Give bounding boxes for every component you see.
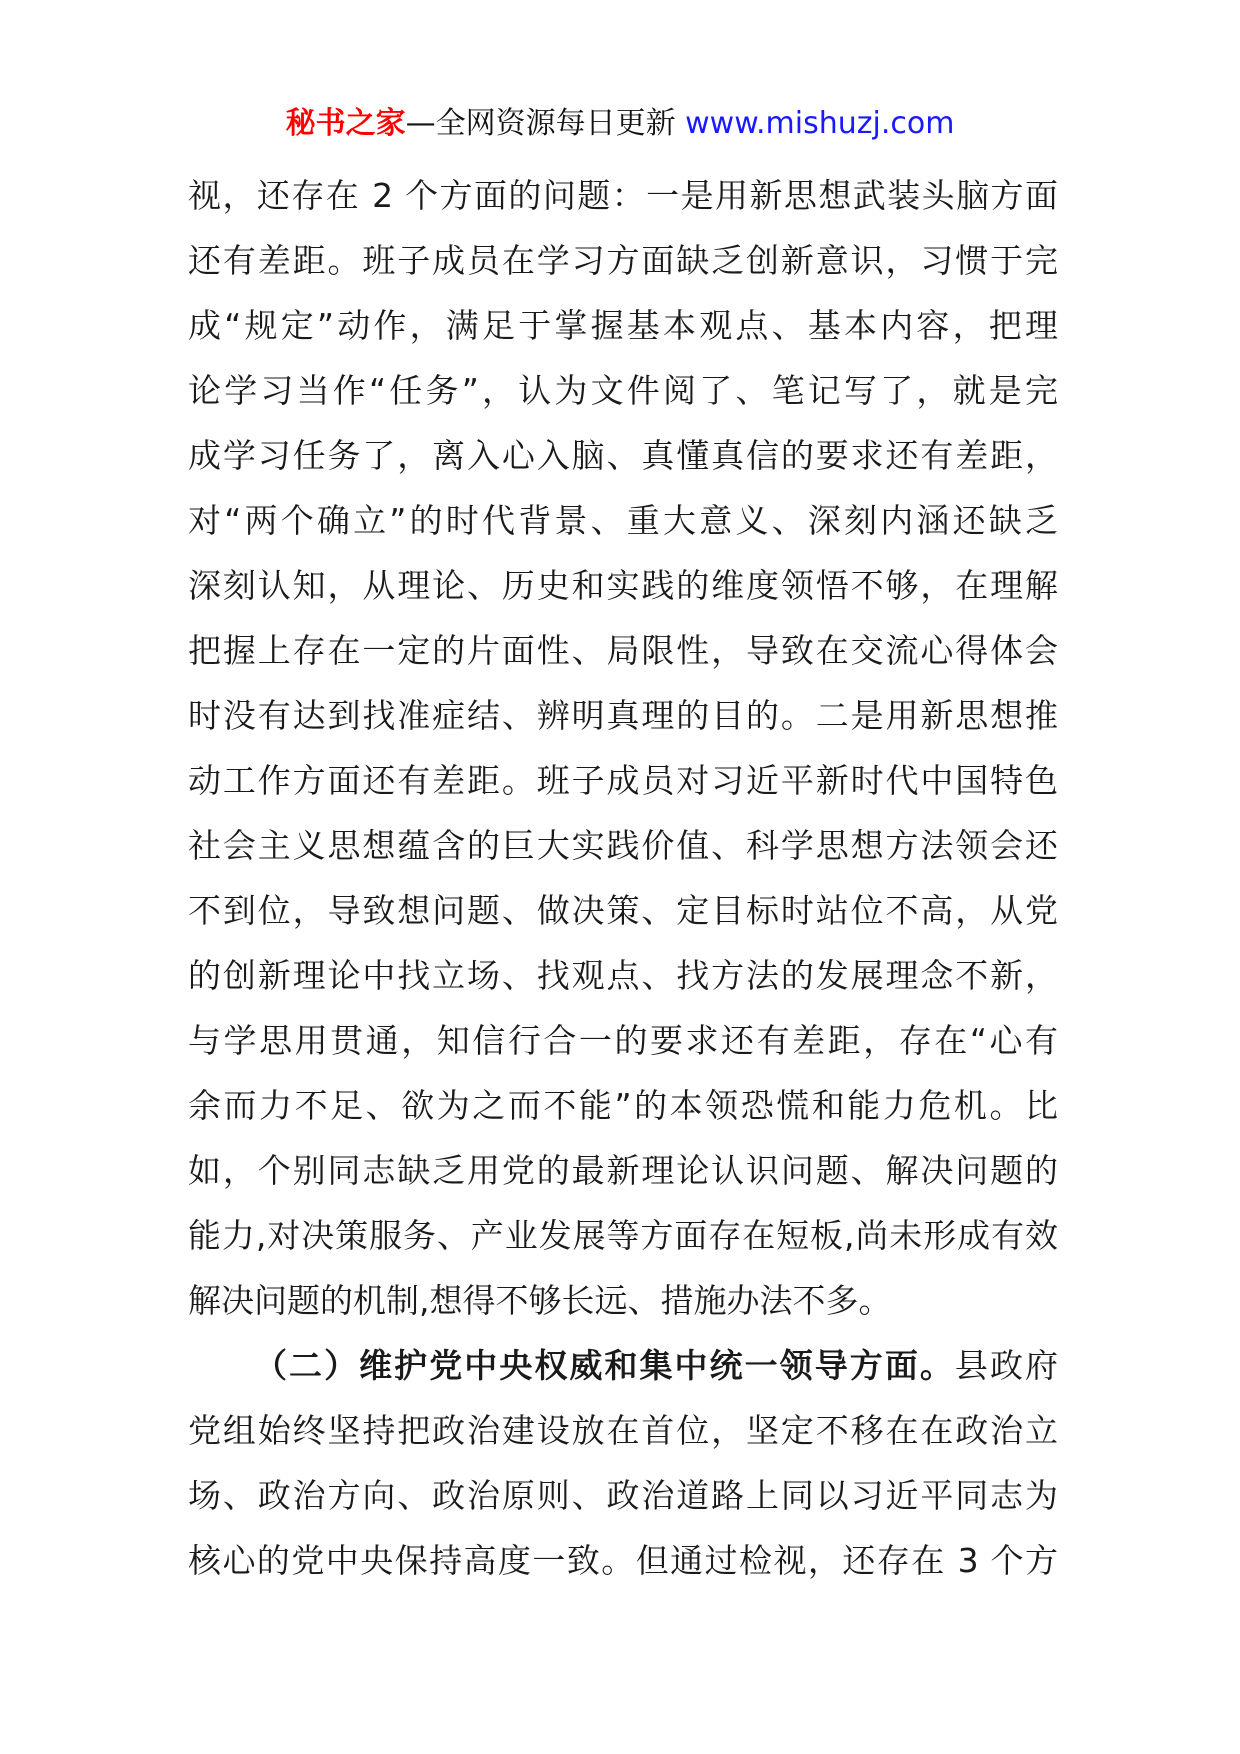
page-header [0, 102, 1240, 146]
text-line: 深刻认知，从理论、历史和实践的维度领悟不够，在理解 [188, 566, 1058, 605]
text-line: 把握上存在一定的片面性、局限性，导致在交流心得体会 [188, 631, 1058, 670]
text-line: 社会主义思想蕴含的巨大实践价值、科学思想方法领会还 [188, 826, 1058, 865]
text-line: 能力,对决策服务、产业发展等方面存在短板,尚未形成有效 [188, 1216, 1058, 1255]
header-url-link[interactable]: www.mishuzj.com [685, 106, 955, 141]
text-line: 党组始终坚持把政治建设放在首位，坚定不移在在政治立 [188, 1411, 1058, 1450]
text-line: 不到位，导致想问题、做决策、定目标时站位不高，从党 [188, 891, 1058, 930]
header-brand: 秘书之家 [285, 106, 406, 141]
header-tagline: —全网资源每日更新 [405, 106, 686, 141]
text-line: 的创新理论中找立场、找观点、找方法的发展理念不新， [188, 956, 1058, 995]
text-line: 还有差距。班子成员在学习方面缺乏创新意识，习惯于完 [188, 241, 1058, 280]
text-line: 论学习当作“任务”，认为文件阅了、笔记写了，就是完 [188, 371, 1058, 410]
section-heading-line [188, 1333, 1058, 1398]
document-body [188, 163, 1058, 1593]
text-line: 成学习任务了，离入心入脑、真懂真信的要求还有差距， [188, 436, 1058, 475]
text-line: 解决问题的机制,想得不够长远、措施办法不多。 [188, 1281, 892, 1320]
text-line: 成“规定”动作，满足于掌握基本观点、基本内容，把理 [188, 306, 1058, 345]
text-line: 如，个别同志缺乏用党的最新理论认识问题、解决问题的 [188, 1151, 1058, 1190]
text-line: 时没有达到找准症结、辨明真理的目的。二是用新思想推 [188, 696, 1058, 735]
section-heading: （二）维护党中央权威和集中统一领导方面。 [254, 1346, 955, 1385]
section-heading-tail: 县政府 [954, 1346, 1059, 1385]
text-line: 视，还存在 2 个方面的问题：一是用新思想武装头脑方面 [188, 176, 1058, 215]
text-line: 核心的党中央保持高度一致。但通过检视，还存在 3 个方 [188, 1541, 1058, 1580]
text-line: 与学思用贯通，知信行合一的要求还有差距，存在“心有 [188, 1021, 1058, 1060]
text-line: 动工作方面还有差距。班子成员对习近平新时代中国特色 [188, 761, 1058, 800]
text-line: 余而力不足、欲为之而不能”的本领恐慌和能力危机。比 [188, 1086, 1058, 1125]
text-line: 对“两个确立”的时代背景、重大意义、深刻内涵还缺乏 [188, 501, 1058, 540]
text-line: 场、政治方向、政治原则、政治道路上同以习近平同志为 [188, 1476, 1058, 1515]
